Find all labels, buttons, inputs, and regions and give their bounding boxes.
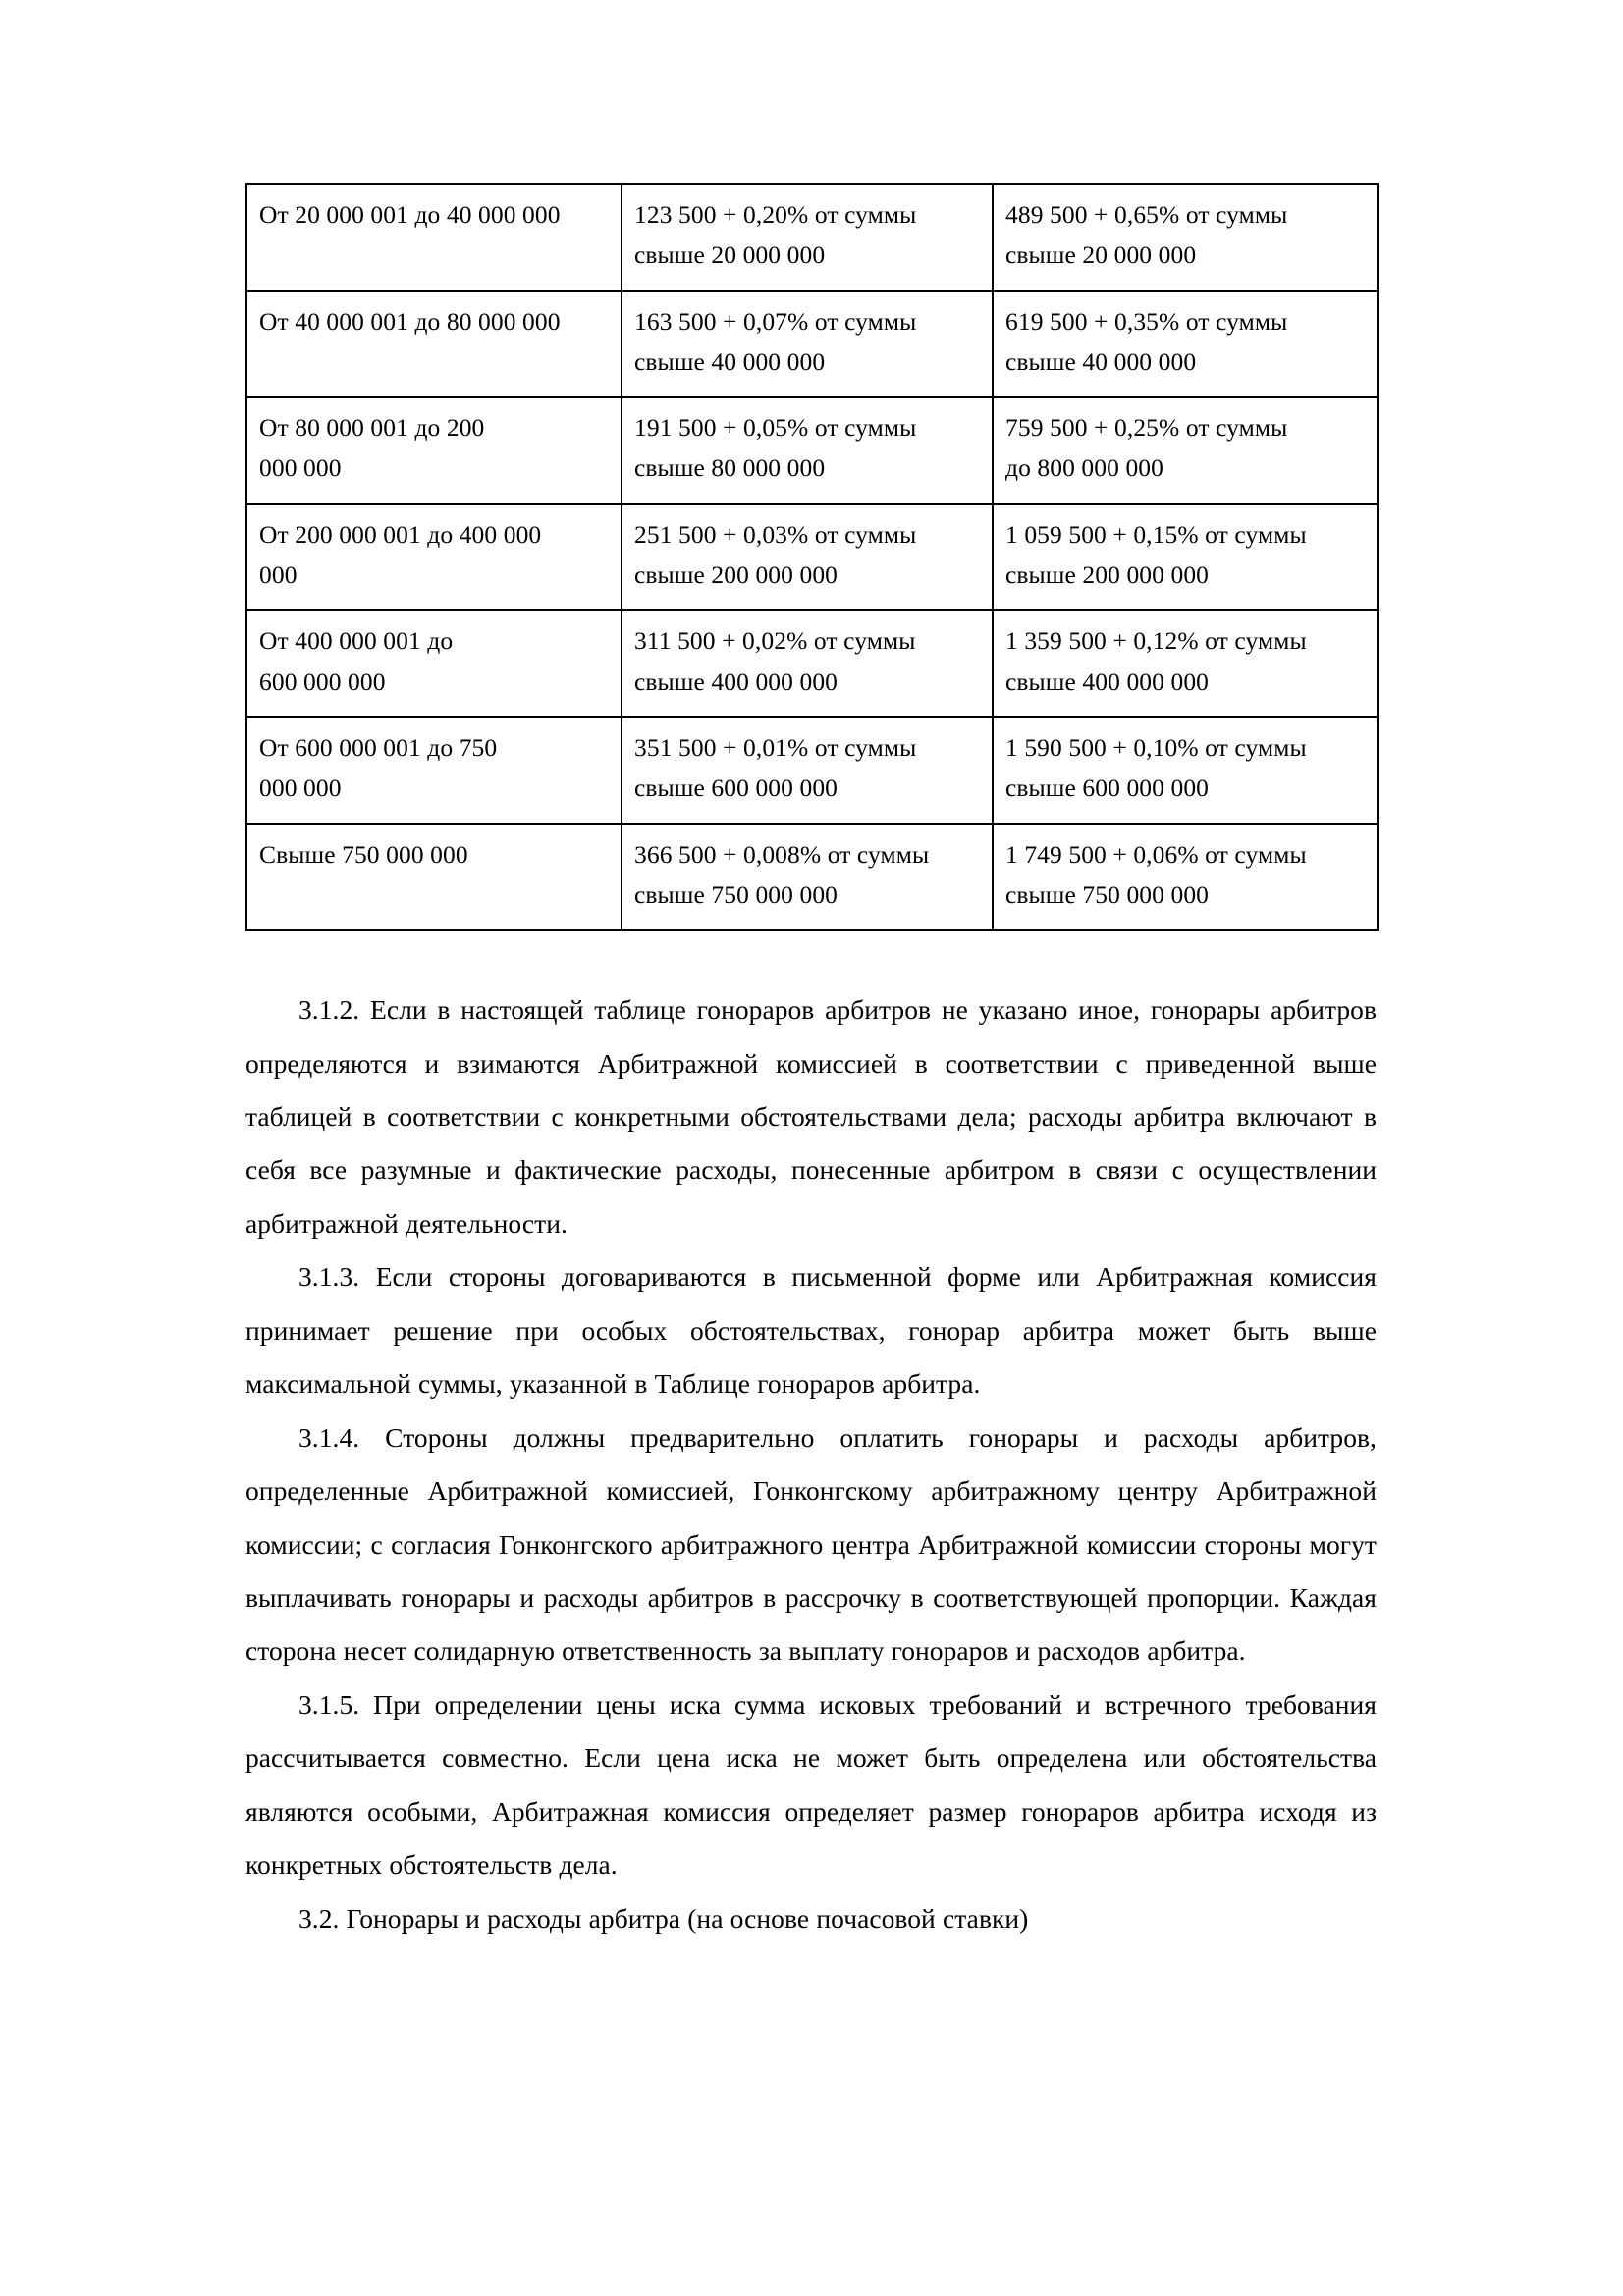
cell-line: свыше 20 000 000: [1005, 240, 1197, 270]
cell-sole-arbitrator-fee: [622, 184, 993, 291]
cell-panel-arbitrators-fee: [993, 610, 1378, 717]
cell-dispute-range: [246, 397, 622, 504]
paragraph-3-2: 3.2. Гонорары и расходы арбитра (на основе почасовой ставки): [298, 1902, 1029, 1934]
cell-sole-arbitrator-fee: [622, 610, 993, 717]
cell-line: 759 500 + 0,25% от суммы: [1005, 413, 1288, 443]
cell-line: 000 000: [259, 454, 342, 483]
cell-line: свыше 40 000 000: [634, 347, 826, 376]
cell-line: От 600 000 001 до 750: [259, 732, 498, 762]
cell-line: 000: [259, 561, 298, 590]
body-text: [245, 984, 1377, 1946]
cell-line: свыше 400 000 000: [1005, 667, 1210, 696]
cell-line: 191 500 + 0,05% от суммы: [634, 413, 917, 443]
cell-line: 600 000 000: [259, 667, 386, 696]
cell-panel-arbitrators-fee: [993, 824, 1378, 931]
table-row: [246, 824, 1378, 931]
cell-line: свыше 200 000 000: [634, 561, 839, 590]
cell-line: От 200 000 001 до 400 000: [259, 519, 542, 549]
table-row: [246, 610, 1378, 717]
cell-dispute-range: [246, 184, 622, 291]
cell-panel-arbitrators-fee: [993, 717, 1378, 824]
cell-line: 251 500 + 0,03% от суммы: [634, 519, 917, 549]
cell-line: свыше 200 000 000: [1005, 561, 1210, 590]
cell-panel-arbitrators-fee: [993, 184, 1378, 291]
cell-line: свыше 750 000 000: [1005, 880, 1210, 909]
cell-line: 311 500 + 0,02% от суммы: [634, 626, 916, 656]
cell-line: 619 500 + 0,35% от суммы: [1005, 306, 1288, 336]
cell-line: От 40 000 001 до 80 000 000: [259, 306, 561, 336]
cell-sole-arbitrator-fee: [622, 397, 993, 504]
paragraph-3-1-4: 3.1.4. Стороны должны предварительно оплатить гонорары и расходы арбитров, определенные Арбитражной комиссией, Гонконгскому арбитражному центру Арбитражной комиссии; с согласия Гонконгского арбитражного центра Арбитражной комиссии стороны могут выплачивать гонорары и расходы арбитров в рассрочку в соответствующей пропорции. Каждая сторона несет солидарную ответственность за выплату гонораров и расходов арбитра.: [245, 1421, 1377, 1667]
cell-line: 489 500 + 0,65% от суммы: [1005, 200, 1288, 229]
cell-line: свыше 20 000 000: [634, 240, 826, 270]
cell-line: Свыше 750 000 000: [259, 839, 468, 869]
cell-panel-arbitrators-fee: [993, 397, 1378, 504]
arbitrator-fee-table: [245, 183, 1379, 931]
table-row: [246, 184, 1378, 291]
cell-panel-arbitrators-fee: [993, 504, 1378, 611]
cell-line: От 400 000 001 до: [259, 626, 454, 656]
cell-dispute-range: [246, 291, 622, 398]
table-row: [246, 397, 1378, 504]
cell-line: 000 000: [259, 774, 342, 803]
cell-line: 1 749 500 + 0,06% от суммы: [1005, 839, 1307, 869]
table-row: [246, 717, 1378, 824]
cell-panel-arbitrators-fee: [993, 291, 1378, 398]
paragraph-3-1-2: 3.1.2. Если в настоящей таблице гонораров арбитров не указано иное, гонорары арбитров определяются и взимаются Арбитражной комиссией в соответствии с приведенной выше таблицей в соответствии с конкретными обстоятельствами дела; расходы арбитра включают в себя все разумные и фактические расходы, понесенные арбитром в связи с осуществлении арбитражной деятельности.: [245, 994, 1377, 1239]
cell-sole-arbitrator-fee: [622, 717, 993, 824]
paragraph-3-1-5: 3.1.5. При определении цены иска сумма исковых требований и встречного требования рассчитывается совместно. Если цена иска не может быть определена или обстоятельства являются особыми, Арбитражная комиссия определяет размер гонораров арбитра исходя из конкретных обстоятельств дела.: [245, 1688, 1377, 1881]
cell-line: свыше 40 000 000: [1005, 347, 1197, 376]
cell-line: свыше 600 000 000: [1005, 774, 1210, 803]
cell-sole-arbitrator-fee: [622, 291, 993, 398]
page-content: [245, 183, 1377, 1946]
table-row: [246, 504, 1378, 611]
cell-dispute-range: [246, 824, 622, 931]
cell-dispute-range: [246, 504, 622, 611]
cell-dispute-range: [246, 610, 622, 717]
fee-table-body: [246, 184, 1378, 930]
cell-line: 1 590 500 + 0,10% от суммы: [1005, 732, 1307, 762]
cell-line: 351 500 + 0,01% от суммы: [634, 732, 917, 762]
cell-line: свыше 80 000 000: [634, 454, 826, 483]
cell-line: свыше 600 000 000: [634, 774, 839, 803]
cell-line: От 80 000 001 до 200: [259, 413, 485, 443]
cell-line: 163 500 + 0,07% от суммы: [634, 306, 917, 336]
cell-dispute-range: [246, 717, 622, 824]
cell-sole-arbitrator-fee: [622, 504, 993, 611]
cell-line: свыше 750 000 000: [634, 880, 839, 909]
cell-line: 123 500 + 0,20% от суммы: [634, 200, 917, 229]
table-row: [246, 291, 1378, 398]
paragraph-3-1-3: 3.1.3. Если стороны договариваются в письменной форме или Арбитражная комиссия принимает решение при особых обстоятельствах, гонорар арбитра может быть выше максимальной суммы, указанной в Таблице гонораров арбитра.: [245, 1261, 1377, 1400]
cell-sole-arbitrator-fee: [622, 824, 993, 931]
cell-line: 1 059 500 + 0,15% от суммы: [1005, 519, 1307, 549]
cell-line: 1 359 500 + 0,12% от суммы: [1005, 626, 1307, 656]
cell-line: свыше 400 000 000: [634, 667, 839, 696]
cell-line: 366 500 + 0,008% от суммы: [634, 839, 930, 869]
cell-line: От 20 000 001 до 40 000 000: [259, 200, 561, 229]
cell-line: до 800 000 000: [1005, 454, 1163, 483]
